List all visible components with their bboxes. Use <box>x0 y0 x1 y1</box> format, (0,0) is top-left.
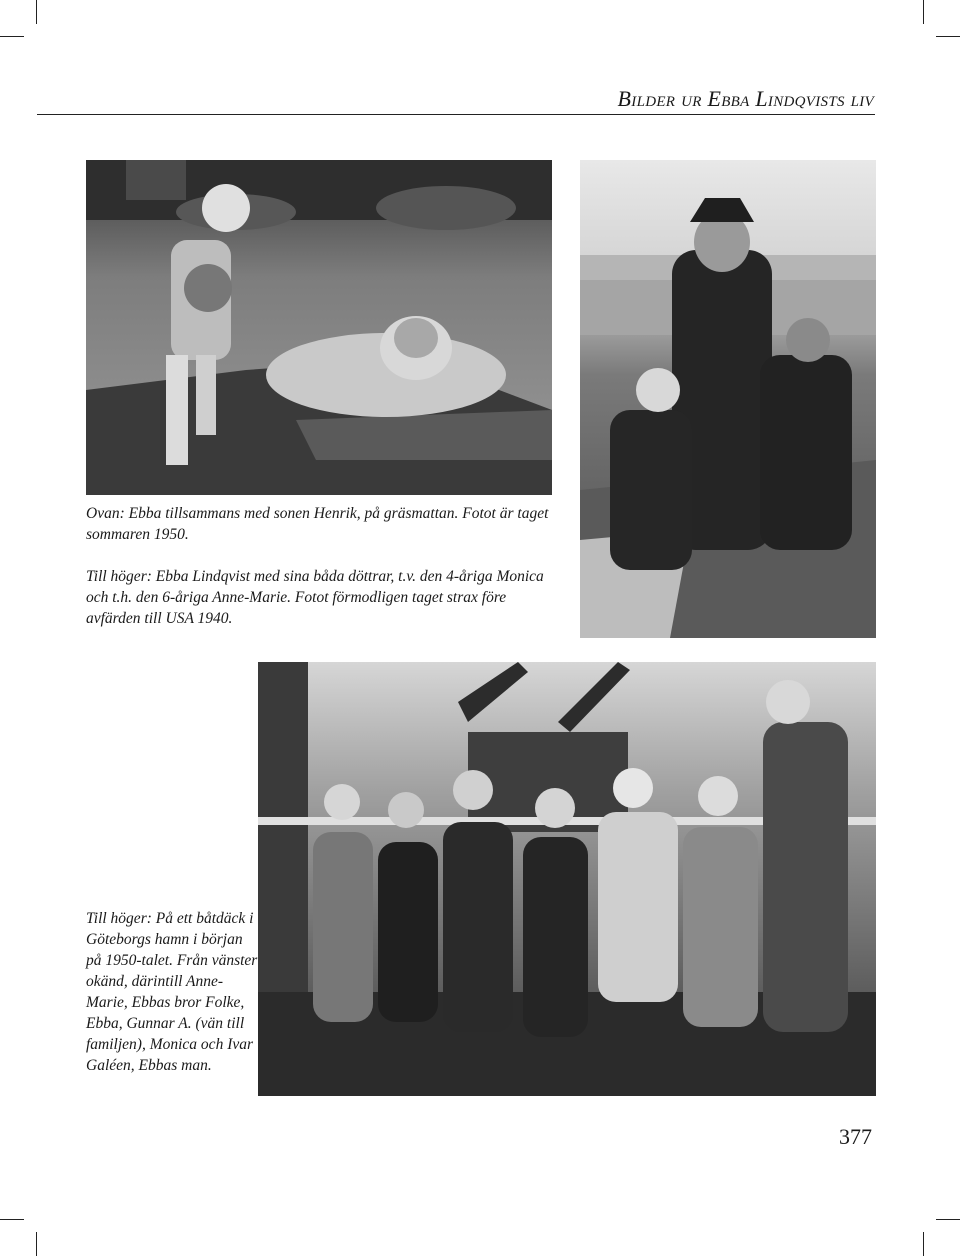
header-title-text: Bilder ur Ebba Lindqvists liv <box>617 86 874 111</box>
crop-mark <box>936 36 960 37</box>
photo-boat-deck-image <box>258 662 876 1096</box>
caption-bottom <box>86 908 258 1076</box>
crop-mark <box>0 1219 24 1220</box>
caption-mother-daughters: Till höger: Ebba Lindqvist med sina båda döttrar, t.v. den 4-åriga Monica och t.h. den 6-åriga Anne-Marie. Fotot förmodligen taget strax före avfärden till USA 1940. <box>86 568 544 627</box>
caption-boat-deck: Till höger: På ett båtdäck i Göteborgs hamn i början på 1950-talet. Från vänster okänd, därintill Anne-Marie, Ebbas bror Folke, Ebba, Gunnar A. (vän till familjen), Monica och Ivar Galéen, Ebbas man. <box>86 910 258 1074</box>
page-number: 377 <box>839 1124 872 1149</box>
photo-mother-daughters <box>580 160 876 638</box>
photo-mother-daughters-image <box>580 160 876 638</box>
header-rule <box>37 114 875 115</box>
crop-mark <box>936 1219 960 1220</box>
crop-mark <box>0 36 24 37</box>
crop-mark <box>923 1232 924 1256</box>
photo-boat-deck <box>258 662 876 1096</box>
photo-lawn-image <box>86 160 552 495</box>
crop-mark <box>36 1232 37 1256</box>
caption-lawn: Ovan: Ebba tillsammans med sonen Henrik, på gräsmattan. Fotot är taget sommaren 1950. <box>86 505 549 543</box>
photo-lawn <box>86 160 552 495</box>
running-header <box>618 86 874 112</box>
caption-top <box>86 503 556 629</box>
crop-mark <box>923 0 924 24</box>
crop-mark <box>36 0 37 24</box>
